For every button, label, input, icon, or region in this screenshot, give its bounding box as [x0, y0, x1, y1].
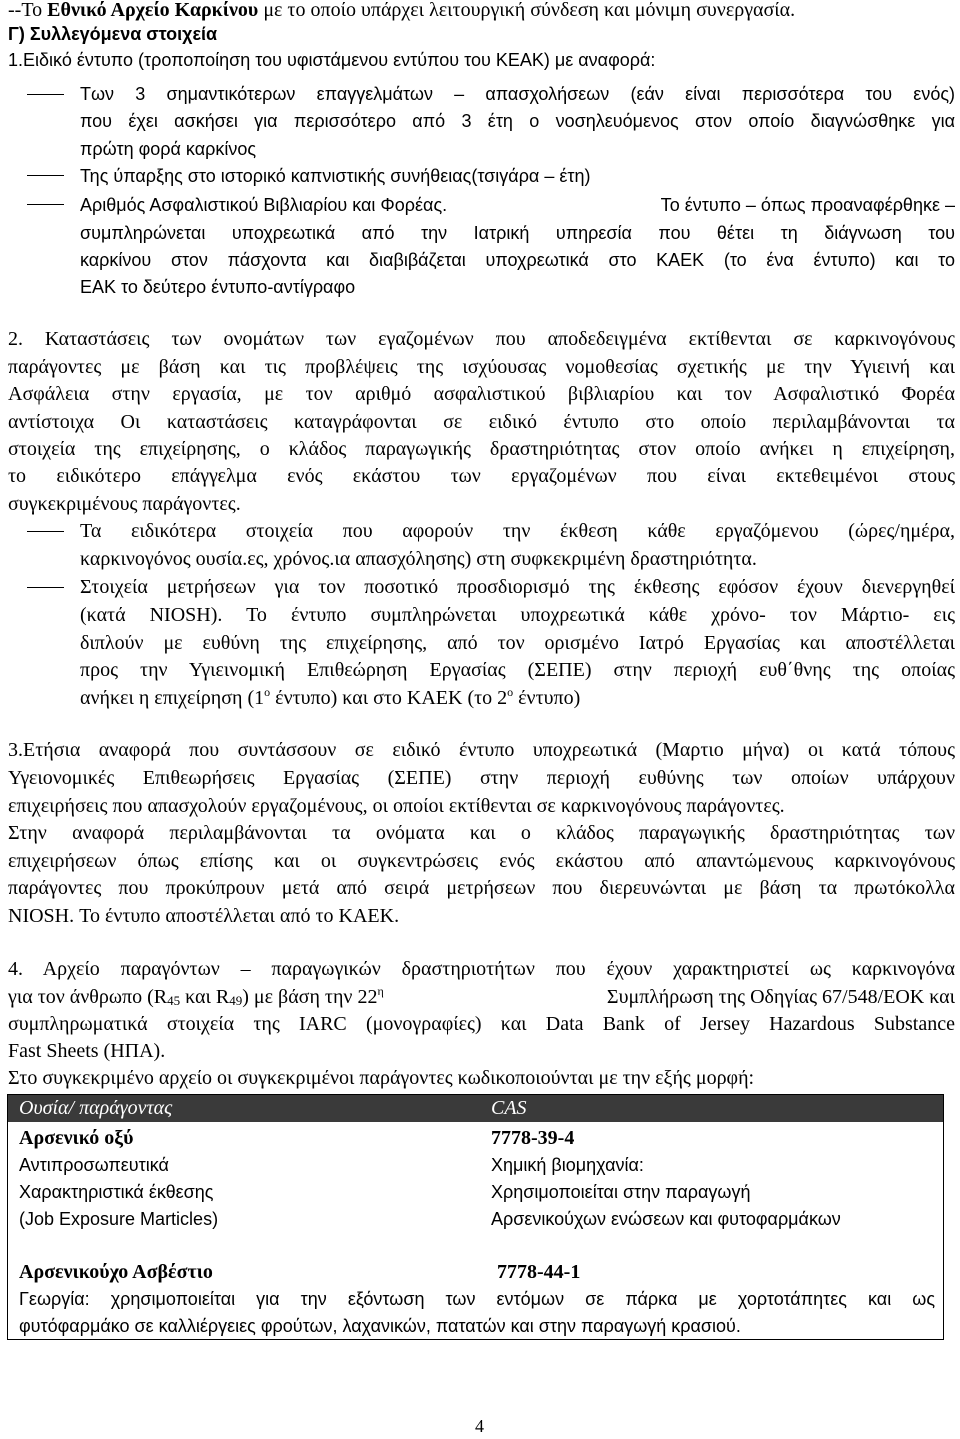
sec1-bullet1-line1: Των 3 σημαντικότερων επαγγελμάτων – απασχολήσεων (εάν είναι περισσότερα του ενός)	[80, 84, 955, 104]
archive-name: Εθνικό Αρχείο Καρκίνου	[47, 0, 259, 21]
sec3-line5: επιχειρήσεων όπως επίσης και οι συγκεντρώσεις ενός εκάστου από απαντώμενους καρκινογόνους	[8, 850, 955, 872]
entry1-right-2: Χρησιμοποιείται στην παραγωγή	[491, 1182, 751, 1202]
page-number: 4	[475, 1416, 484, 1436]
bullet-dash	[27, 94, 64, 95]
sec3-line7: NIOSH. Το έντυπο αποστέλλεται από το ΚΑΕΚ.	[8, 905, 400, 927]
sec2-bullet1-line1: Τα ειδικότερα στοιχεία που αφορούν την έκθεση κάθε εργαζόμενου (ώρες/ημέρα,	[80, 520, 955, 542]
sec2-line1: 2. Καταστάσεις των ονομάτων των εγαζομένων που αποδεδειγμένα εκτίθενται σε καρκινογόνους	[8, 328, 955, 350]
sec1-bullet1-line2: που έχει ασκήσει για περισσότερο από 3 έτη ο νοσηλευόμενος στον οποίο διαγνώσθηκε για	[80, 111, 955, 131]
sec4-line2: για τον άνθρωπο ($R_{45}$ και $R_{49}$) με βάση την $22^\eta$ Συμπλήρωση της Οδηγίας 67/548/ΕΟΚ και	[8, 984, 955, 1008]
sec4-line3: συμπληρωματικά στοιχεία της IARC (μονογραφίες) και Data Bank of Jersey Hazardous Substance	[8, 1013, 955, 1035]
superscript: η	[377, 984, 384, 998]
entry2-text-2: φυτόφαρμάκο σε καλλιέργειες φρούτων, λαχανικών, πατατών και στην παραγωγή κρασιού.	[19, 1316, 741, 1336]
sec2-line5: στοιχεία της επιχείρησης, ο κλάδος παραγωγικής δραστηριότητας στον οποίο ανήκει η επιχείρηση,	[8, 438, 955, 460]
sec2-line7: συγκεκριμένους παράγοντες.	[8, 493, 241, 515]
entry2-name: Αρσενικούχο Ασβέστιο	[19, 1261, 213, 1283]
bullet-dash	[27, 587, 64, 588]
sec2-bullet2-line4: προς την Υγιεινομική Επιθεώρηση Εργασίας (ΣΕΠΕ) στην περιοχή ευθ΄θνης της οποίας	[80, 659, 955, 681]
table-header	[8, 1095, 943, 1122]
archive-prefix: --Το	[8, 0, 48, 21]
header-substance: Ουσία/ παράγοντας	[19, 1097, 173, 1119]
entry1-cas: 7778-39-4	[491, 1127, 575, 1149]
sec3-line2: Υγειονομικές Επιθεωρήσεις Εργασίας (ΣΕΠΕ) στην περιοχή ευθύνης των οποίων υπάρχουν	[8, 767, 955, 789]
subscript: 49	[229, 993, 243, 1008]
bullet-dash	[27, 175, 64, 176]
superscript: ο	[264, 685, 271, 699]
sec4-line5: Στο συγκεκριμένο αρχείο οι συγκεκριμένοι παράγοντες κωδικοποιούνται με την εξής μορφή:	[8, 1067, 755, 1089]
sec2-bullet2-line1: Στοιχεία μετρήσεων για τον ποσοτικό προσδιορισμό της έκθεσης εφόσον έχουν διενεργηθεί	[80, 576, 955, 598]
factors-table	[7, 1094, 944, 1340]
sec1-bullet2: Της ύπαρξης στο ιστορικό καπνιστικής συνήθειας(τσιγάρα – έτη)	[80, 166, 591, 186]
superscript: ο	[507, 685, 514, 699]
entry2-cas: 7778-44-1	[497, 1261, 581, 1283]
sec1-bullet3-b: Το έντυπο – όπως προαναφέρθηκε –	[660, 195, 955, 215]
header-cas: CAS	[491, 1097, 527, 1119]
sec2-bullet2-line3: διπλούν με ευθύνη της επιχείρησης, από τον ορισμένο Ιατρό Εργασίας και αποστέλλεται	[80, 632, 955, 654]
sec1-cont-line3: ΕΑΚ το δεύτερο έντυπο-αντίγραφο	[80, 277, 356, 297]
sec3-line4: Στην αναφορά περιλαμβάνονται τα ονόματα και ο κλάδος παραγωγικής δραστηριότητας των	[8, 822, 955, 844]
archive-rest: με το οποίο υπάρχει λειτουργική σύνδεση και μόνιμη συνεργασία.	[258, 0, 796, 21]
sec3-line3: επιχειρήσεις που απασχολούν εργαζομένους, οι οποίοι εκτίθενται σε καρκινογόνους παράγοντες.	[8, 795, 785, 817]
sec2-line4: αντίστοιχα Οι καταστάσεις καταγράφονται σε ειδικό έντυπο στο οποίο περιλαμβάνονται τα	[8, 411, 955, 433]
entry1-left-3: (Job Exposure Marticles)	[19, 1209, 219, 1229]
bullet-dash	[27, 531, 64, 532]
sec2-bullet2-line2: (κατά NIOSH). Το έντυπο συμπληρώνεται υποχρεωτικά κάθε χρόνο- τον Μάρτιο- εις	[80, 604, 955, 626]
sec1-cont-line2: καρκίνου στον πάσχοντα και διαβιβάζεται υποχρεωτικά στο ΚΑΕΚ (το ένα έντυπο) και το	[80, 250, 955, 270]
entry1-right-3: Αρσενικούχων ενώσεων και φυτοφαρμάκων	[491, 1209, 841, 1229]
entry2-text-1: Γεωργία: χρησιμοποιείται για την εξόντωση των εντόμων σε πάρκα με χορτοτάπητες και ως	[19, 1289, 935, 1309]
subscript: 45	[167, 993, 181, 1008]
sec1-intro: 1.Ειδικό έντυπο (τροποποίηση του υφιστάμενου εντύπου του ΚΕΑΚ) με αναφορά:	[8, 50, 656, 70]
sec2-line2: παράγοντες με βάση και τις προβλέψεις της ισχύουσας νομοθεσίας σχετικής με την Υγιεινή και	[8, 356, 955, 378]
entry1-name: Αρσενικό οξύ	[19, 1127, 134, 1149]
sec2-line6: το ειδικότερο επάγγελμα ενός εκάστου των εργαζομένων που είναι εκτεθειμένοι στους	[8, 465, 955, 487]
sec3-line6: παράγοντες που προκύπρουν μετά από σειρά μετρήσεων που διερευνώνται με βάση τα πρωτόκολλα	[8, 877, 955, 899]
entry1-left-2: Χαρακτηριστικά έκθεσης	[19, 1182, 214, 1202]
entry1-left-1: Αντιπροσωπευτικά	[19, 1155, 169, 1175]
sec2-bullet1-line2: καρκινογόνος ουσία.ες, χρόνος.ια απασχόλησης) στη συφκεκριμένη δραστηριότητα.	[80, 548, 757, 570]
entry1-right-1: Χημική βιομηχανία:	[491, 1155, 644, 1175]
section-heading: Γ) Συλλεγόμενα στοιχεία	[8, 24, 218, 44]
sec2-bullet2-line5: ανήκει η επιχείρηση ($1^o$ έντυπο) και στο ΚΑΕΚ (το $2^o$ έντυπο)	[80, 685, 581, 709]
sec1-cont-line1: συμπληρώνεται υποχρεωτικά από την Ιατρική υπηρεσία που θέτει τη διάγνωση του	[80, 223, 955, 243]
sec4-line1: 4. Αρχείο παραγόντων – παραγωγικών δραστηριοτήτων που έχουν χαρακτηριστεί ως καρκινογόνα	[8, 958, 955, 980]
sec3-line1: 3.Ετήσια αναφορά που συντάσσουν σε ειδικό έντυπο υποχρεωτικά (Μαρτιο μήνα) οι κατά τόπους	[8, 739, 955, 761]
sec2-line3: Ασφάλεια στην εργασία, με τον αριθμό ασφαλιστικού βιβλιαρίου και τον Ασφαλιστικό Φορέα	[8, 383, 955, 405]
sec1-bullet3-line	[80, 192, 955, 219]
sec1-bullet1-line3: πρώτη φορά καρκίνος	[80, 139, 257, 159]
bullet-dash	[27, 204, 64, 205]
sec1-bullet3-a: Αριθμός Ασφαλιστικού Βιβλιαρίου και Φορέας.	[80, 195, 448, 215]
sec4-line4: Fast Sheets (ΗΠΑ).	[8, 1040, 166, 1062]
